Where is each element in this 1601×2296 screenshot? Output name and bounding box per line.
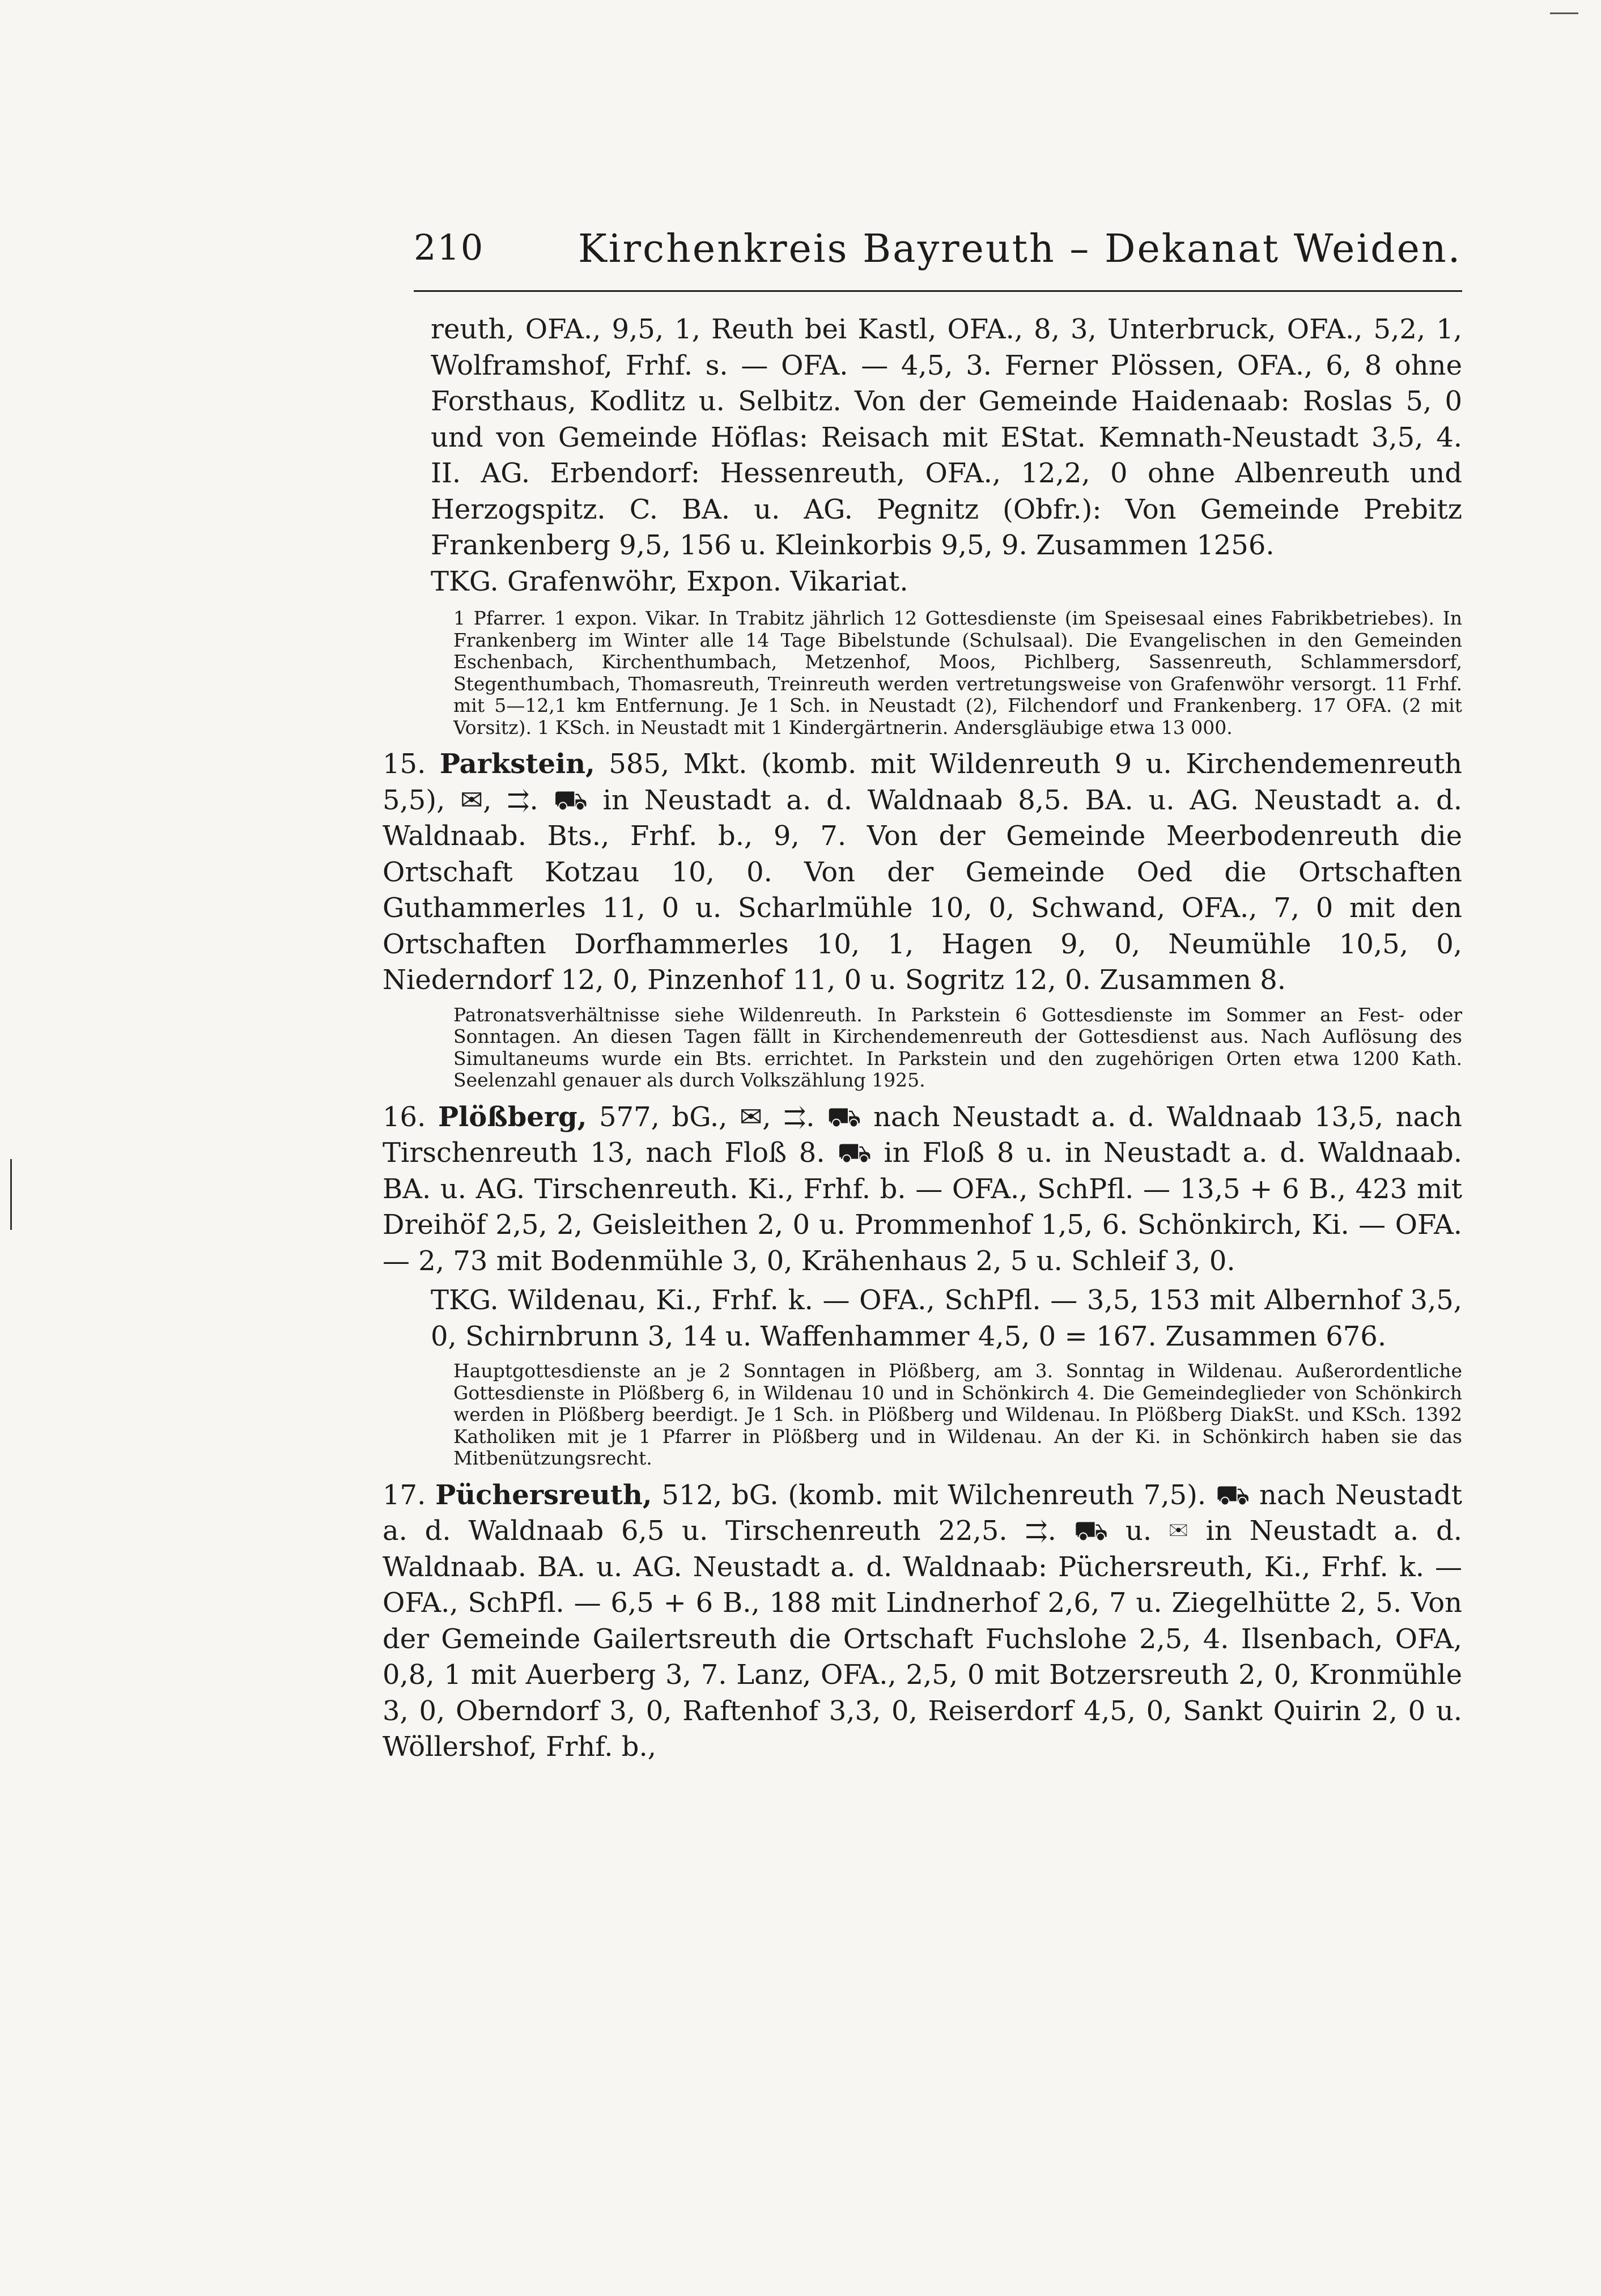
entry-name: Plößberg, bbox=[438, 1101, 587, 1133]
continuation-paragraph: reuth, OFA., 9,5, 1, Reuth bei Kastl, OFA., 8, 3, Unterbruck, OFA., 5,2, 1, Wolframshof, Frhf. s. — OFA. — 4,5, 3. Ferner Plössen, OFA., 6, 8 ohne Forsthaus, Kodlitz u. Selbitz. Von der Gemeinde Haidenaab: Roslas 5, 0 und von Gemeinde Höflas: Reisach mit EStat. Kemnath-Neustadt 3,5, 4. II. AG. Erbendorf: Hessenreuth, OFA., 12,2, 0 ohne Albenreuth und Herzogspitz. C. BA. u. AG. Pegnitz (Obfr.): Von Gemeinde Prebitz Frankenberg 9,5, 156 u. Kleinkorbis 9,5, 9. Zusammen 1256. bbox=[431, 313, 1462, 561]
scan-edge-mark bbox=[1550, 12, 1578, 14]
entry-name: Püchersreuth, bbox=[435, 1479, 652, 1511]
header-rule bbox=[414, 290, 1462, 292]
entry-16 bbox=[383, 1100, 1462, 1280]
page-number: 210 bbox=[414, 227, 485, 268]
entry-text: 577, bG., ✉, ⇉. ⛟ nach Neustadt a. d. Waldnaab 13,5, nach Tirschenreuth 13, nach Floß 8. ⛟ in Floß 8 u. in Neustadt a. d. Waldnaab. BA. u. AG. Tirschenreuth. Ki., Frhf. b. — OFA., SchPfl. — 13,5 + 6 B., 423 mit Dreihöf 2,5, 2, Geisleithen 2, 0 u. Prommenhof 1,5, 6. Schönkirch, Ki. — OFA. — 2, 73 mit Bodenmühle 3, 0, Krähenhaus 2, 5 u. Schleif 3, 0. bbox=[383, 1101, 1462, 1277]
entry-text: 585, Mkt. (komb. mit Wildenreuth 9 u. Kirchendemenreuth 5,5), ✉, ⇉. ⛟ in Neustadt a. d. Waldnaab 8,5. BA. u. AG. Neustadt a. d. Waldnaab. Bts., Frhf. b., 9, 7. Von der Gemeinde Meerbodenreuth die Ortschaft Kotzau 10, 0. Von der Gemeinde Oed die Ortschaften Guthammerles 11, 0 u. Scharlmühle 10, 0, Schwand, OFA., 7, 0 mit den Ortschaften Dorfhammerles 10, 1, Hagen 9, 0, Neumühle 10,5, 0, Niederndorf 12, 0, Pinzenhof 11, 0 u. Sogritz 12, 0. Zusammen 8. bbox=[383, 748, 1462, 996]
entry-17 bbox=[383, 1478, 1462, 1765]
entry-16-tkg: TKG. Wildenau, Ki., Frhf. k. — OFA., SchPfl. — 3,5, 153 mit Albernhof 3,5, 0, Schirnbrunn 3, 14 u. Waffenhammer 4,5, 0 = 167. Zusammen 676. bbox=[431, 1284, 1462, 1352]
entry-15 bbox=[383, 746, 1462, 999]
page-header-title: Kirchenkreis Bayreuth – Dekanat Weiden. bbox=[578, 227, 1462, 271]
margin-mark bbox=[10, 1159, 12, 1230]
page-body bbox=[383, 312, 1462, 1769]
entry-number: 16. bbox=[383, 1101, 426, 1133]
entry-text: 512, bG. (komb. mit Wilchenreuth 7,5). ⛟ nach Neustadt a. d. Waldnaab 6,5 u. Tirschenreuth 22,5. ⇉. ⛟ u. ✉ in Neustadt a. d. Waldnaab. BA. u. AG. Neustadt a. d. Waldnaab: Püchersreuth, Ki., Frhf. k. — OFA., SchPfl. — 6,5 + 6 B., 188 mit Lindnerhof 2,6, 7 u. Ziegelhütte 2, 5. Von der Gemeinde Gailertsreuth die Ortschaft Fuchslohe 2,5, 4. Ilsenbach, OFA, 0,8, 1 mit Auerberg 3, 7. Lanz, OFA., 2,5, 0 mit Botzersreuth 2, 0, Kronmühle 3, 0, Oberndorf 3, 0, Raftenhof 3,3, 0, Reiserdorf 4,5, 0, Sankt Quirin 2, 0 u. Wöllershof, Frhf. b., bbox=[383, 1479, 1462, 1763]
entry-16-note: Hauptgottesdienste an je 2 Sonntagen in Plößberg, am 3. Sonntag in Wildenau. Außerordentliche Gottesdienste in Plößberg 6, in Wildenau 10 und in Schönkirch 4. Die Gemeindeglieder von Schönkirch werden in Plößberg beerdigt. Je 1 Sch. in Plößberg und Wildenau. In Plößberg DiakSt. und KSch. 1392 Katholiken mit je 1 Pfarrer in Plößberg und in Wildenau. An der Ki. in Schönkirch haben sie das Mitbenützungsrecht. bbox=[453, 1360, 1462, 1469]
continuation-tkg: TKG. Grafenwöhr, Expon. Vikariat. bbox=[431, 565, 908, 597]
entry-15-note: Patronatsverhältnisse siehe Wildenreuth. In Parkstein 6 Gottesdienste im Sommer an Fest- oder Sonntagen. An diesen Tagen fällt in Kirchendemenreuth der Gottesdienst aus. Nach Auflösung des Simultaneums wurde ein Bts. errichtet. In Parkstein und den zugehörigen Orten etwa 1200 Kath. Seelenzahl genauer als durch Volkszählung 1925. bbox=[453, 1003, 1462, 1091]
entry-number: 17. bbox=[383, 1479, 426, 1511]
entry-number: 15. bbox=[383, 748, 426, 780]
entry-name: Parkstein, bbox=[439, 748, 595, 780]
page-header bbox=[414, 227, 1462, 295]
continuation-note: 1 Pfarrer. 1 expon. Vikar. In Trabitz jährlich 12 Gottesdienste (im Speisesaal eines Fabrikbetriebes). In Frankenberg im Winter alle 14 Tage Bibelstunde (Schulsaal). Die Evangelischen in den Gemeinden Eschenbach, Kirchenthumbach, Metzenhof, Moos, Pichlberg, Sassenreuth, Schlammersdorf, Stegenthumbach, Thomasreuth, Treinreuth werden vertretungsweise von Grafenwöhr versorgt. 11 Frhf. mit 5—12,1 km Entfernung. Je 1 Sch. in Neustadt (2), Filchendorf und Frankenberg. 17 OFA. (2 mit Vorsitz). 1 KSch. in Neustadt mit 1 Kindergärtnerin. Andersgläubige etwa 13 000. bbox=[453, 607, 1462, 739]
